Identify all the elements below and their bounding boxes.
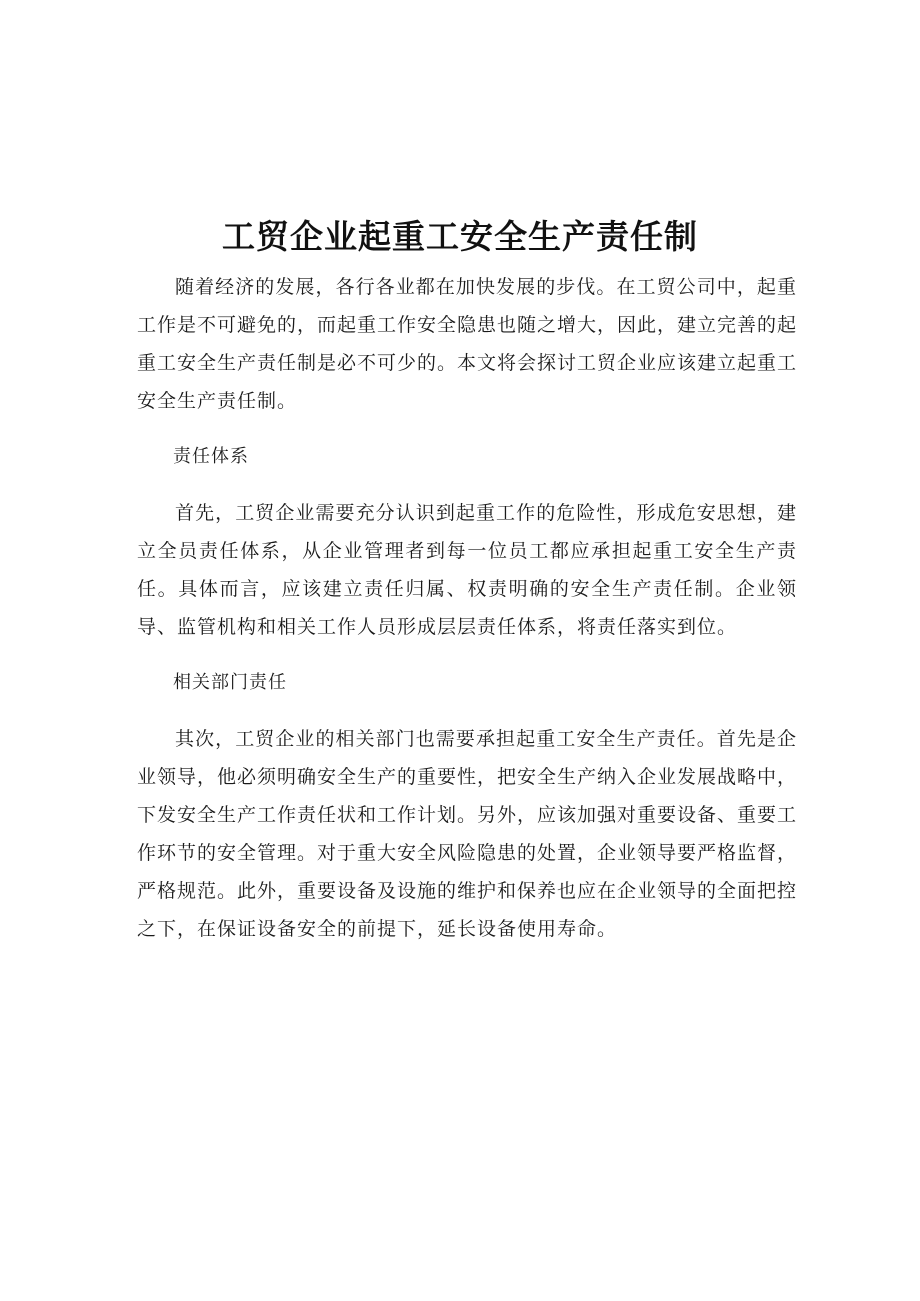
section-heading-department-responsibility: 相关部门责任 <box>173 672 287 693</box>
intro-paragraph: 随着经济的发展，各行各业都在加快发展的步伐。在工贸公司中，起重工作是不可避免的，而起重工作安全隐患也随之增大，因此，建立完善的起重工安全生产责任制是必不可少的。本文将会探讨工贸企业应该建立起重工安全生产责任制。 <box>137 276 798 412</box>
document-title: 工贸企业起重工安全生产责任制 <box>222 217 698 256</box>
section-heading-responsibility-system: 责任体系 <box>173 446 249 467</box>
section-body-responsibility-system: 首先，工贸企业需要充分认识到起重工作的危险性，形成危安思想，建立全员责任体系，从企业管理者到每一位员工都应承担起重工安全生产责任。具体而言，应该建立责任归属、权责明确的安全生产责任制。企业领导、监管机构和相关工作人员形成层层责任体系，将责任落实到位。 <box>137 502 797 638</box>
section-body-department-responsibility: 其次，工贸企业的相关部门也需要承担起重工安全生产责任。首先是企业领导，他必须明确安全生产的重要性，把安全生产纳入企业发展战略中，下发安全生产工作责任状和工作计划。另外，应该加强对重要设备、重要工作环节的安全管理。对于重大安全风险隐患的处置，企业领导要严格监督，严格规范。此外，重要设备及设施的维护和保养也应在企业领导的全面把控之下，在保证设备安全的前提下，延长设备使用寿命。 <box>137 728 798 940</box>
document-body <box>137 268 797 948</box>
